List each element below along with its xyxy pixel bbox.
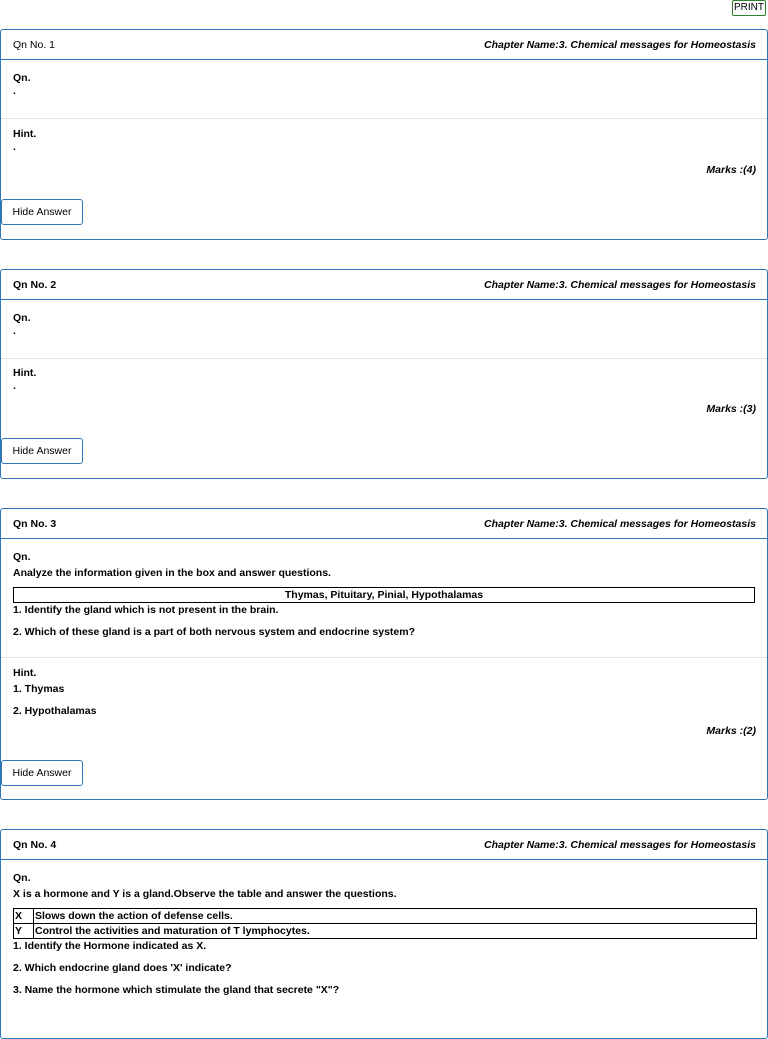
question-item: 2. Which of these gland is a part of both nervous system and endocrine system?: [13, 626, 415, 638]
table-value: Control the activities and maturation of T lymphocytes.: [34, 924, 757, 939]
chapter-name: Chapter Name:3. Chemical messages for Homeostasis: [484, 38, 756, 51]
question-card-4: [0, 829, 768, 1039]
question-section: [1, 860, 767, 1005]
table-row: [14, 909, 757, 924]
hint-label: Hint.: [13, 667, 37, 679]
question-header: [1, 830, 767, 860]
question-number: Qn No. 4: [13, 838, 57, 851]
print-button[interactable]: PRINT: [732, 0, 766, 16]
question-item: 3. Name the hormone which stimulate the gland that secrete "X"?: [13, 984, 340, 996]
question-number: Qn No. 3: [13, 517, 57, 530]
hide-answer-button[interactable]: Hide Answer: [1, 199, 83, 225]
question-text: Analyze the information given in the box and answer questions.: [13, 567, 331, 579]
table-key: Y: [14, 924, 34, 939]
question-item: 2. Which endocrine gland does 'X' indicate?: [13, 962, 232, 974]
marks-label: Marks :(3): [706, 403, 756, 415]
question-text: .: [13, 325, 16, 337]
question-label: Qn.: [13, 312, 31, 324]
chapter-name: Chapter Name:3. Chemical messages for Homeostasis: [484, 838, 756, 851]
question-label: Qn.: [13, 872, 31, 884]
question-section: [1, 60, 767, 118]
question-number: Qn No. 2: [13, 278, 57, 291]
table-row: [14, 924, 757, 939]
question-card-1: [0, 29, 768, 240]
hint-section: [1, 359, 767, 400]
question-item: 1. Identify the gland which is not present in the brain.: [13, 604, 279, 616]
table-key: X: [14, 909, 34, 924]
chapter-name: Chapter Name:3. Chemical messages for Homeostasis: [484, 517, 756, 530]
table-value: Slows down the action of defense cells.: [34, 909, 757, 924]
hide-answer-button[interactable]: Hide Answer: [1, 438, 83, 464]
hint-section: [1, 119, 767, 161]
question-number: Qn No. 1: [13, 38, 56, 51]
hint-item: 2. Hypothalamas: [13, 705, 97, 717]
question-text: .: [13, 85, 16, 97]
question-item: 1. Identify the Hormone indicated as X.: [13, 940, 207, 952]
hint-section: [1, 658, 767, 726]
hint-label: Hint.: [13, 367, 37, 379]
question-card-2: [0, 269, 768, 479]
info-table: [13, 908, 757, 939]
question-label: Qn.: [13, 72, 31, 84]
question-card-3: [0, 508, 768, 800]
question-section: [1, 539, 767, 657]
question-header: [1, 30, 767, 60]
question-header: [1, 509, 767, 539]
question-label: Qn.: [13, 551, 31, 563]
info-box: Thymas, Pituitary, Pinial, Hypothalamas: [13, 587, 755, 603]
marks-label: Marks :(2): [706, 725, 756, 737]
marks-label: Marks :(4): [706, 164, 756, 176]
hint-label: Hint.: [13, 128, 37, 140]
question-text: X is a hormone and Y is a gland.Observe the table and answer the questions.: [13, 888, 397, 900]
hint-text: .: [13, 380, 16, 392]
hide-answer-button[interactable]: Hide Answer: [1, 760, 83, 786]
hint-item: 1. Thymas: [13, 683, 65, 695]
question-section: [1, 300, 767, 358]
question-header: [1, 270, 767, 300]
chapter-name: Chapter Name:3. Chemical messages for Homeostasis: [484, 278, 756, 291]
hint-text: .: [13, 141, 16, 153]
